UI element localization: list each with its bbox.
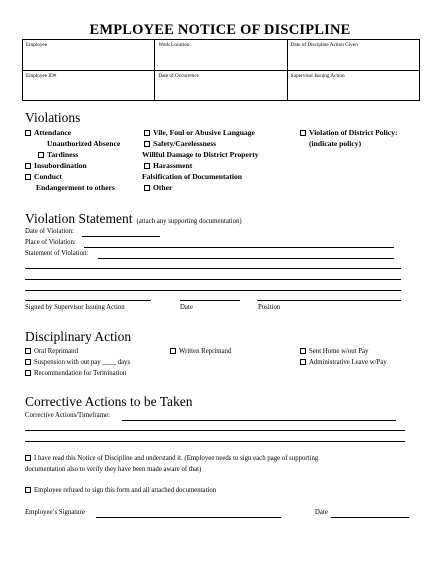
supervisor-signature-field[interactable] — [25, 300, 151, 301]
violation-falsification: Falsification of Documentation — [142, 172, 242, 181]
action-admin-leave[interactable]: Administrative Leave w/Pay — [300, 359, 387, 366]
action-written-reprimand[interactable]: Written Reprimand — [170, 348, 231, 355]
corrective-field-line[interactable] — [25, 430, 405, 431]
date-label: Date — [180, 304, 193, 311]
action-oral-reprimand[interactable]: Oral Reprimand — [25, 348, 78, 355]
form-title: EMPLOYEE NOTICE OF DISCIPLINE — [89, 22, 351, 38]
refused-row[interactable]: Employee refused to sign this form and all attached documentation — [25, 487, 216, 494]
statement-field-line[interactable] — [98, 258, 394, 259]
violation-district-policy[interactable]: Violation of District Policy: — [300, 128, 398, 137]
timeframe-field[interactable] — [122, 420, 396, 421]
violation-attendance[interactable]: Attendance — [25, 128, 71, 137]
action-sent-home[interactable]: Sent Home w/out Pay — [300, 348, 368, 355]
checkbox[interactable] — [25, 348, 31, 354]
checkbox[interactable] — [25, 359, 31, 365]
checkbox[interactable] — [300, 348, 306, 354]
employee-id-cell[interactable]: Employee ID# — [23, 70, 155, 101]
violation-abusive-language[interactable]: Vile, Foul or Abusive Language — [144, 128, 255, 137]
date-of-violation-field[interactable] — [82, 236, 160, 237]
checkbox[interactable] — [144, 141, 150, 147]
checkbox[interactable] — [144, 163, 150, 169]
statement-field-line[interactable] — [25, 279, 401, 280]
checkbox[interactable] — [25, 455, 31, 461]
violation-conduct[interactable]: Conduct — [25, 172, 62, 181]
statement-field-line[interactable] — [25, 268, 401, 269]
checkbox[interactable] — [25, 163, 31, 169]
statement-heading-row — [25, 210, 242, 228]
violation-harassment[interactable]: Harassment — [144, 161, 192, 170]
checkbox[interactable] — [25, 487, 31, 493]
disciplinary-heading: Disciplinary Action — [25, 329, 132, 344]
checkbox[interactable] — [144, 130, 150, 136]
supervisor-date-field[interactable] — [180, 300, 240, 301]
place-of-violation-label: Place of Violation: — [25, 239, 76, 246]
violation-safety[interactable]: Safety/Carelessness — [144, 139, 216, 148]
violation-other[interactable]: Other — [144, 183, 172, 192]
employee-date-label: Date — [315, 509, 328, 516]
supervisor-signature-label: Signed by Supervisor Issuing Action — [25, 304, 125, 311]
checkbox[interactable] — [144, 185, 150, 191]
discipline-date-cell[interactable]: Date of Discipline Action Given — [287, 40, 419, 71]
statement-note: (attach any supporting documentation) — [136, 218, 242, 225]
checkbox[interactable] — [25, 370, 31, 376]
violation-willful-damage: Willful Damage to District Property — [142, 150, 259, 159]
employee-date-field[interactable] — [331, 517, 409, 518]
employee-info-table — [22, 39, 420, 101]
statement-field-line[interactable] — [25, 290, 401, 291]
statement-of-violation-label: Statement of Violation: — [25, 250, 89, 257]
date-of-violation-label: Date of Violation: — [25, 228, 74, 235]
work-location-cell[interactable]: Work Location — [155, 40, 287, 71]
checkbox[interactable] — [300, 130, 306, 136]
occurrence-date-cell[interactable]: Date of Occurrence — [155, 70, 287, 101]
indicate-policy: (indicate policy) — [309, 139, 362, 148]
acknowledgement-line2: documentation also to verify they have been made aware of that) — [25, 466, 202, 473]
violation-unauthorized-absence: Unauthorized Absence — [47, 139, 121, 148]
supervisor-position-field[interactable] — [257, 300, 401, 301]
checkbox[interactable] — [170, 348, 176, 354]
corrective-heading: Corrective Actions to be Taken — [25, 394, 193, 409]
action-suspension[interactable]: Suspension with out pay ____ days — [25, 359, 130, 366]
violation-tardiness[interactable]: Tardiness — [38, 150, 78, 159]
corrective-field-line[interactable] — [25, 441, 405, 442]
supervisor-cell[interactable]: Supervisor Issuing Action — [287, 70, 419, 101]
employee-cell[interactable]: Employee — [23, 40, 155, 71]
action-termination[interactable]: Recommendation for Termination — [25, 370, 126, 377]
employee-signature-field[interactable] — [96, 517, 281, 518]
checkbox[interactable] — [25, 174, 31, 180]
checkbox[interactable] — [25, 130, 31, 136]
violation-endangerment: Endangerment to others — [36, 183, 115, 192]
checkbox[interactable] — [38, 152, 44, 158]
employee-signature-label: Employee’s Signature — [25, 509, 85, 516]
position-label: Position — [258, 304, 281, 311]
violations-heading: Violations — [25, 110, 81, 125]
acknowledgement-row[interactable]: I have read this Notice of Discipline and understand it. (Employee needs to sign each page of supporting — [25, 455, 318, 462]
place-of-violation-field[interactable] — [84, 247, 394, 248]
checkbox[interactable] — [300, 359, 306, 365]
statement-heading: Violation Statement — [25, 211, 133, 226]
violation-insubordination[interactable]: Insubordination — [25, 161, 87, 170]
timeframe-label: Corrective Actions/Timeframe: — [25, 412, 110, 419]
